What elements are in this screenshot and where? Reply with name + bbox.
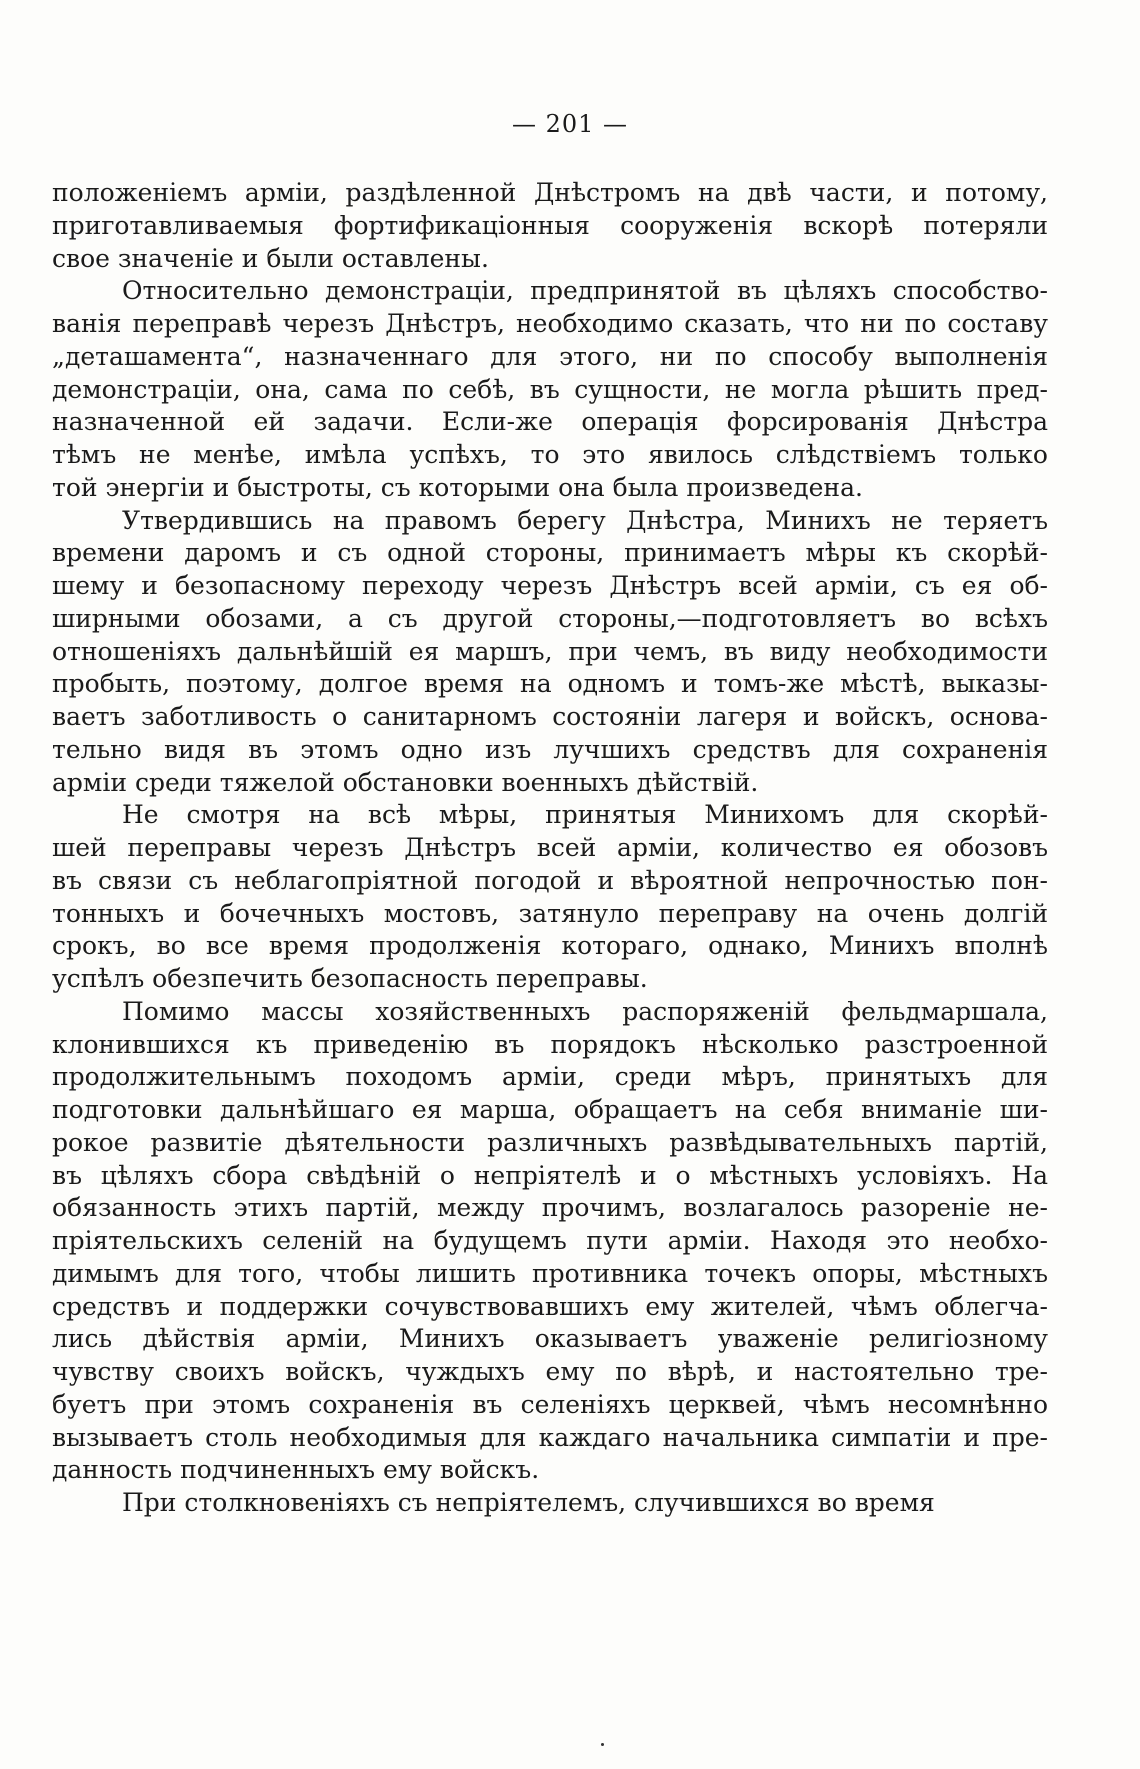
text-line: ванія переправѣ черезъ Днѣстръ, необходимо сказать, что ни по составу [52,309,1048,338]
text-line: Утвердившись на правомъ берегу Днѣстра, Минихъ не теряетъ [122,505,1048,535]
paragraph [52,996,1048,1487]
text-line: обязанность этихъ партій, между прочимъ, возлагалось разореніе не- [52,1193,1048,1223]
text-line: средствъ и поддержки сочувствовавшихъ ему жителей, чѣмъ облегча- [52,1291,1048,1321]
text-line: димымъ для того, чтобы лишить противника точекъ опоры, мѣстныхъ [52,1258,1048,1288]
text-line: шему и безопасному переходу черезъ Днѣстръ всей арміи, съ ея об- [52,571,1048,600]
text-line: пріятельскихъ селеній на будущемъ пути арміи. Находя это необхо- [52,1226,1048,1255]
paragraph [52,1487,1048,1520]
text-line: въ связи съ неблагопріятной погодой и вѣроятной непрочностью пон- [52,865,1048,895]
paragraph [52,275,1048,504]
text-line: тельно видя въ этомъ одно изъ лучшихъ средствъ для сохраненія [52,734,1048,764]
text-line: буетъ при этомъ сохраненія въ селеніяхъ церквей, чѣмъ несомнѣнно [52,1389,1048,1419]
text-line: свое значеніе и были оставлены. [52,243,489,273]
text-line: положеніемъ арміи, раздѣленной Днѣстромъ на двѣ части, и потому, [52,178,1048,207]
text-line: пробыть, поэтому, долгое время на одномъ и томъ-же мѣстѣ, выказы- [52,669,1048,699]
text-line: подготовки дальнѣйшаго ея марша, обращаетъ на себя вниманіе ши- [52,1095,1048,1124]
text-line: чувству своихъ войскъ, чуждыхъ ему по вѣрѣ, и настоятельно тре- [52,1357,1048,1386]
text-line: продолжительнымъ походомъ арміи, среди мѣръ, принятыхъ для [52,1062,1048,1092]
text-line: шей переправы черезъ Днѣстръ всей арміи, количество ея обозовъ [52,833,1048,862]
body-text [52,177,1048,1520]
text-line: Относительно демонстраціи, предпринятой въ цѣляхъ способство- [122,276,1048,306]
text-line: вызываетъ столь необходимыя для каждаго начальника симпатіи и пре- [52,1422,1048,1452]
text-line: той энергіи и быстроты, съ которыми она была произведена. [52,472,863,502]
text-line: При столкновеніяхъ съ непріятелемъ, случившихся во время [122,1488,935,1517]
paragraph [52,177,1048,275]
page-number: — 201 — [511,110,629,138]
text-line: арміи среди тяжелой обстановки военныхъ дѣйствій. [52,767,759,797]
text-line: времени даромъ и съ одной стороны, принимаетъ мѣры къ скорѣй- [52,538,1048,568]
text-line: въ цѣляхъ сбора свѣдѣній о непріятелѣ и о мѣстныхъ условіяхъ. На [52,1160,1048,1190]
text-line: тѣмъ не менѣе, имѣла успѣхъ, то это явилось слѣдствіемъ только [52,440,1048,469]
paragraph [52,505,1048,800]
text-line: Не смотря на всѣ мѣры, принятыя Минихомъ для скорѣй- [122,800,1048,830]
text-line: ваетъ заботливость о санитарномъ состояніи лагеря и войскъ, основа- [52,702,1048,731]
text-line: срокъ, во все время продолженія котораго, однако, Минихъ вполнѣ [52,931,1048,961]
text-line: данность подчиненныхъ ему войскъ. [52,1455,540,1485]
text-line: ширными обозами, а съ другой стороны,—подготовляетъ во всѣхъ [52,603,1048,633]
paragraph [52,799,1048,996]
text-line: тонныхъ и бочечныхъ мостовъ, затянуло переправу на очень долгій [52,898,1048,928]
text-line: клонившихся къ приведенію въ порядокъ нѣсколько разстроенной [52,1029,1048,1059]
text-line: Помимо массы хозяйственныхъ распоряженій фельдмаршала, [122,996,1048,1026]
text-line: рокое развитіе дѣятельности различныхъ развѣдывательныхъ партій, [52,1127,1048,1157]
text-line: назначенной ей задачи. Если-же операція форсированія Днѣстра [52,407,1048,437]
text-line: отношеніяхъ дальнѣйшій ея маршъ, при чемъ, въ виду необходимости [52,636,1048,666]
text-line: демонстраціи, она, сама по себѣ, въ сущности, не могла рѣшить пред- [52,374,1048,404]
print-speck [601,1743,604,1746]
text-line: успѣлъ обезпечить безопасность переправы. [52,964,648,993]
text-line: приготавливаемыя фортификаціонныя сооруженія вскорѣ потеряли [52,210,1048,240]
text-line: лись дѣйствія арміи, Минихъ оказываетъ уваженіе религіозному [52,1324,1048,1354]
text-line: „деташамента“, назначеннаго для этого, ни по способу выполненія [52,341,1048,371]
